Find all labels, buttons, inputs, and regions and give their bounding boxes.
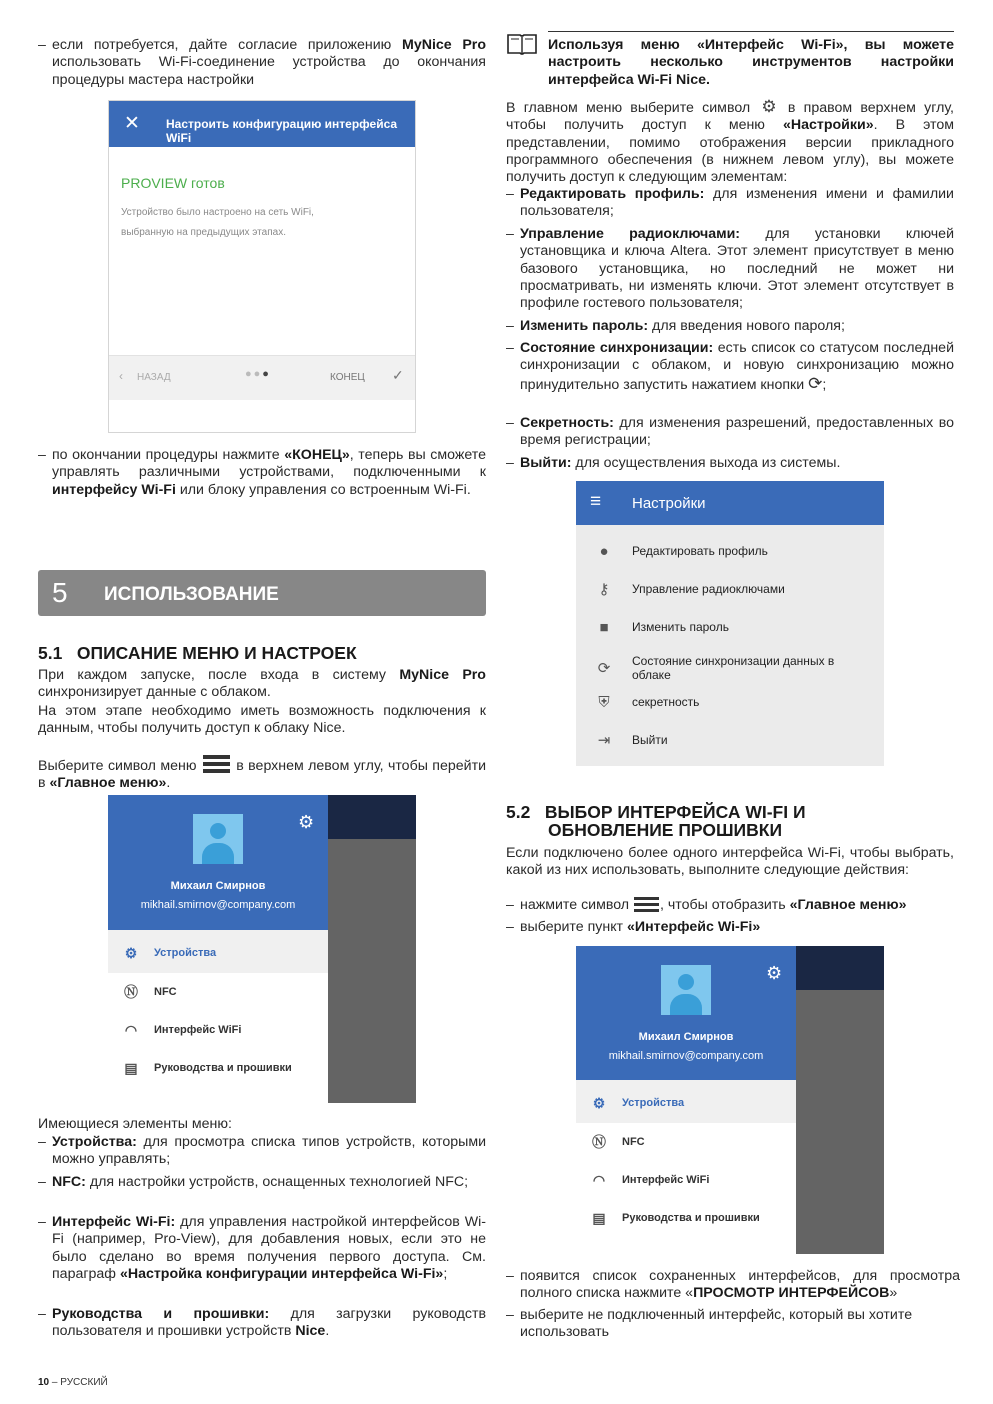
items-intro: Имеющиеся элементы меню: <box>38 1116 232 1132</box>
avatar <box>193 814 243 864</box>
step-select-interface: – выберите не подключенный интерфейс, который вы хотите использовать <box>506 1307 913 1341</box>
item-radio-keys: – Управление радиоключами: для установки ключей установщика и ключа Altera. Этот элемент присутствует в меню базового установщика, но последний не может ни просматривать, ни изменять ключи. Этот элемент отсутствует в профиле гостевого пользователя; <box>506 226 954 312</box>
note-rule <box>548 31 954 32</box>
wizard-screenshot <box>108 100 416 433</box>
settings-item-edit-profile[interactable]: ● Редактировать профиль <box>576 532 884 570</box>
menu-item-devices[interactable]: ⚙ Устройства <box>108 934 328 972</box>
heading-5-1: 5.1 ОПИСАНИЕ МЕНЮ И НАСТРОЕК <box>38 643 357 663</box>
gear-icon[interactable]: ⚙ <box>766 963 783 983</box>
lock-icon: ■ <box>599 618 609 636</box>
chip-icon: ⚙ <box>592 1094 606 1111</box>
wifi-icon: ◠ <box>592 1171 606 1188</box>
paragraph-settings: В главном меню выберите символ ⚙ в правом верхнем углу, чтобы получить доступ к меню «Настройки». В этом представлении, помимо отображения версии прикладного программного обеспечения (в нижнем левом углу), вы можете получить доступ к следующим элементам: <box>506 97 955 186</box>
gear-icon: ⚙ <box>761 97 777 116</box>
finish-button[interactable]: КОНЕЦ <box>330 372 365 383</box>
page-footer: 10 – РУССКИЙ <box>38 1377 108 1388</box>
step-select-wifi: – выберите пункт «Интерфейс Wi-Fi» <box>506 919 761 935</box>
shield-icon: ⛨ <box>598 693 610 711</box>
drawer-header <box>576 946 796 1080</box>
nfc-icon: Ⓝ <box>592 1134 606 1150</box>
wizard-status: PROVIEW готов <box>121 175 225 191</box>
menu-item-wifi[interactable]: ◠ Интерфейс WiFi <box>576 1161 796 1199</box>
check-icon: ✓ <box>392 367 404 383</box>
item-manuals: – Руководства и прошивки: для загрузки руководств пользователя и прошивки устройств Nice. <box>38 1306 487 1340</box>
section-header <box>38 570 486 616</box>
step-press-menu: – нажмите символ , чтобы отобразить «Главное меню» <box>506 897 907 913</box>
item-sync-status: – Состояние синхронизации: есть список со статусом последней синхронизации с облаком, и новую синхронизацию можно принудительно запустить нажатием кнопки ⟳; <box>506 340 954 393</box>
item-nfc: – NFC: для настройки устройств, оснащенных технологией NFC; <box>38 1174 469 1190</box>
wizard-desc-2: выбранную на предыдущих этапах. <box>121 227 286 238</box>
heading-5-2-line1: 5.2 ВЫБОР ИНТЕРФЕЙСА WI-FI И <box>506 802 806 822</box>
settings-item-sync[interactable]: ⟳ Состояние синхронизации данных в облаке <box>576 646 884 690</box>
settings-item-privacy[interactable]: ⛨ секретность <box>576 683 884 721</box>
menu-item-nfc[interactable]: Ⓝ NFC <box>576 1123 796 1161</box>
settings-item-radio-keys[interactable]: ⚷ Управление радиоключами <box>576 570 884 608</box>
item-change-password: – Изменить пароль: для введения нового пароля; <box>506 318 845 334</box>
drawer-header <box>108 795 328 930</box>
wizard-title: Настроить конфигурацию интерфейса WiFi <box>166 117 398 145</box>
menu-item-manuals[interactable]: ▤ Руководства и прошивки <box>576 1199 796 1237</box>
chip-icon: ⚙ <box>124 944 138 961</box>
drawer-overlay <box>298 795 416 1103</box>
back-button[interactable]: НАЗАД <box>137 372 171 383</box>
user-name: Михаил Смирнов <box>638 1031 734 1043</box>
user-email: mikhail.smirnov@company.com <box>140 899 296 911</box>
wifi-icon: ◠ <box>124 1021 138 1038</box>
menu-item-devices[interactable]: ⚙ Устройства <box>576 1084 796 1122</box>
settings-item-logout[interactable]: ⇥ Выйти <box>576 721 884 759</box>
item-privacy: – Секретность: для изменения разрешений, предоставленных во время регистрации; <box>506 415 954 449</box>
library-icon: ▤ <box>124 1059 138 1076</box>
sync-icon: ⟳ <box>597 660 611 677</box>
hamburger-icon <box>634 897 659 912</box>
book-icon <box>506 32 538 56</box>
page-number: 10 <box>38 1377 50 1388</box>
wizard-desc-1: Устройство было настроено на сеть WiFi, <box>121 207 314 218</box>
wizard-header <box>109 101 415 147</box>
menu-item-manuals[interactable]: ▤ Руководства и прошивки <box>108 1049 328 1087</box>
note-text: Используя меню «Интерфейс Wi-Fi», вы можете настроить несколько инструментов настройки интерфейса Wi-Fi Nice. <box>548 37 954 88</box>
menu-item-wifi[interactable]: ◠ Интерфейс WiFi <box>108 1011 328 1049</box>
item-devices: – Устройства: для просмотра списка типов устройств, которыми можно управлять; <box>38 1134 486 1168</box>
section-number: 5 <box>52 577 68 608</box>
drawer-overlay <box>766 946 884 1254</box>
paragraph-sync: При каждом запуске, после входа в систему MyNice Pro синхронизирует данные с облаком. <box>38 667 486 701</box>
library-icon: ▤ <box>592 1209 606 1226</box>
user-email: mikhail.smirnov@company.com <box>608 1050 764 1062</box>
paragraph-menu-symbol: Выберите символ меню в верхнем левом углу, чтобы перейти в «Главное меню». <box>38 755 486 793</box>
pager-dots: ●●● <box>245 368 271 380</box>
settings-header <box>576 481 884 525</box>
settings-title: Настройки <box>632 495 706 512</box>
item-logout: – Выйти: для осуществления выхода из системы. <box>506 455 841 471</box>
wizard-footer <box>109 355 415 400</box>
heading-5-2-line2: ОБНОВЛЕНИЕ ПРОШИВКИ <box>548 820 783 840</box>
hamburger-icon[interactable]: ≡ <box>590 491 602 512</box>
step-list-appears: – появится список сохраненных интерфейсов, для просмотра полного списка нажмите «ПРОСМОТР ИНТЕРФЕЙСОВ» <box>506 1268 960 1302</box>
settings-screenshot <box>576 481 884 766</box>
close-icon[interactable]: ✕ <box>124 113 140 134</box>
avatar <box>661 965 711 1015</box>
bullet-finish: – по окончании процедуры нажмите «КОНЕЦ», теперь вы сможете управлять различными устройствами, подключенными к интерфейсу Wi-Fi или блоку управления со встроенным Wi-Fi. <box>38 447 486 498</box>
item-wifi-interface: – Интерфейс Wi-Fi: для управления настройкой интерфейсов Wi-Fi (например, Pro-View), для добавления новых, если это не было сделано во время получения первого доступа. См. параграф «Настройка конфигурации интерфейса Wi-Fi»; <box>38 1214 486 1282</box>
hamburger-icon <box>203 755 230 773</box>
bullet-consent: – если потребуется, дайте согласие приложению MyNice Pro использовать Wi-Fi-соединение устройства до окончания процедуры мастера настройки <box>38 37 486 88</box>
nfc-icon: Ⓝ <box>124 984 138 1000</box>
menu-item-nfc[interactable]: Ⓝ NFC <box>108 973 328 1011</box>
sync-icon: ⟳ <box>808 373 823 393</box>
paragraph-connection: На этом этапе необходимо иметь возможность подключения к данным, чтобы получить доступ к облаку Nice. <box>38 703 486 737</box>
item-edit-profile: – Редактировать профиль: для изменения имени и фамилии пользователя; <box>506 186 954 220</box>
main-menu-screenshot-2 <box>576 946 884 1254</box>
key-icon: ⚷ <box>598 581 610 598</box>
logout-icon: ⇥ <box>597 732 611 749</box>
settings-item-change-password[interactable]: ■ Изменить пароль <box>576 608 884 646</box>
chevron-left-icon: ‹ <box>119 369 123 383</box>
paragraph-multiple-interfaces: Если подключено более одного интерфейса Wi-Fi, чтобы выбрать, какой из них использовать, выполните следующие действия: <box>506 845 954 879</box>
user-name: Михаил Смирнов <box>170 880 266 892</box>
gear-icon[interactable]: ⚙ <box>298 812 315 832</box>
section-title: ИСПОЛЬЗОВАНИЕ <box>104 584 279 605</box>
person-icon: ● <box>599 542 609 560</box>
main-menu-screenshot <box>108 795 416 1103</box>
